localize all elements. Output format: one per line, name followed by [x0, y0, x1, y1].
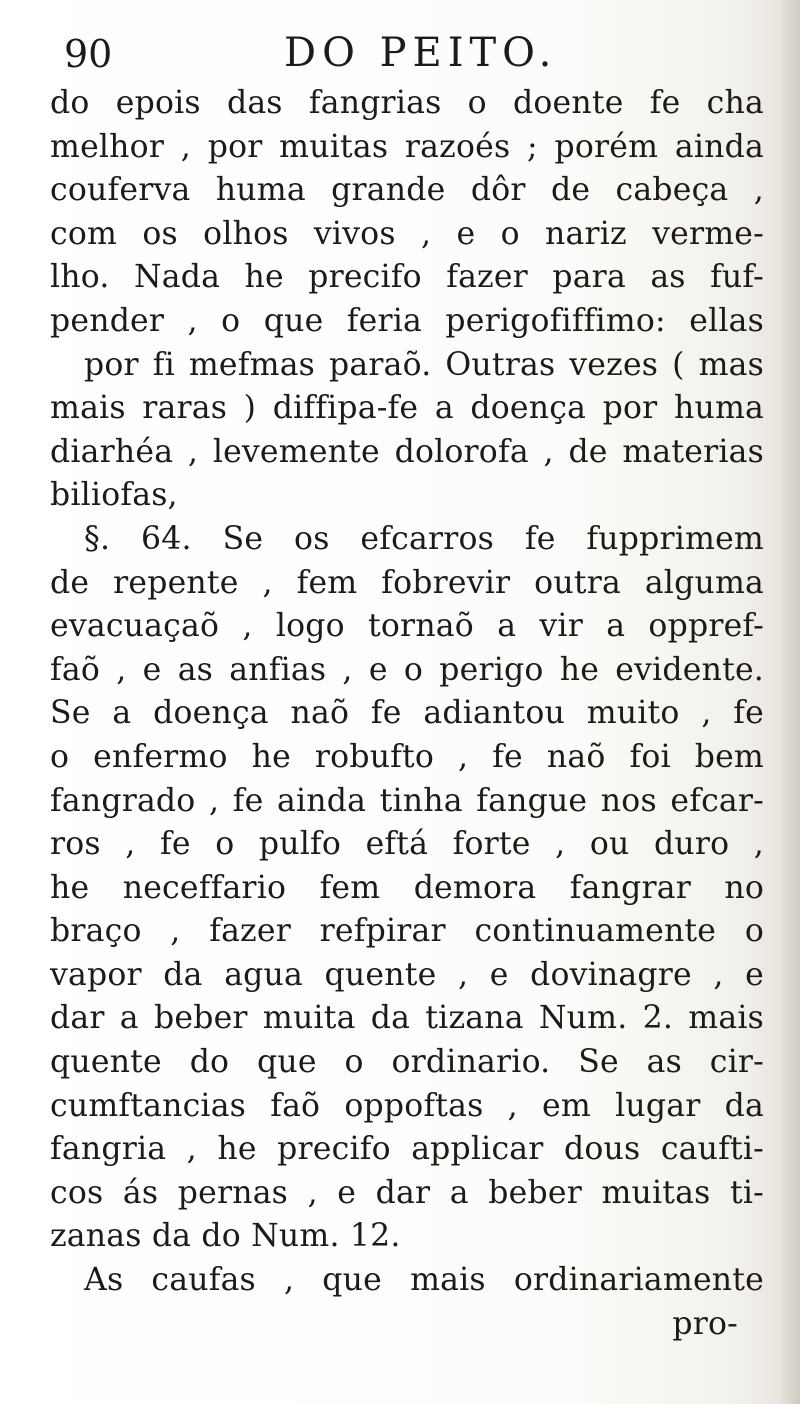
text-line: faõ , e as anfias , e o perigo he evidente. — [50, 651, 764, 688]
text-line: do epois das fangrias o doente fe cha — [50, 85, 764, 121]
text-line: pender , o que feria perigofiffimo: ellas — [50, 302, 764, 339]
text-line: vapor da agua quente , e dovinagre , e — [50, 956, 764, 993]
text-line: o enfermo he robufto , fe naõ foi bem — [50, 738, 764, 775]
body-text — [50, 82, 764, 1346]
text-line: cos ás pernas , e dar a beber muitas ti- — [50, 1174, 764, 1211]
text-line: biliofas, — [50, 477, 178, 514]
text-line: fangrado , fe ainda tinha fangue nos efcar- — [50, 782, 764, 819]
text-line: quente do que o ordinario. Se as cir- — [50, 1044, 764, 1081]
text-line: zanas da do Num. 12. — [50, 1218, 401, 1255]
text-line: Se a doença naõ fe adiantou muito , fe — [50, 695, 764, 732]
text-line: diarhéa , levemente dolorofa , de materias — [50, 433, 764, 470]
text-line: com os olhos vivos , e o nariz verme- — [50, 215, 764, 252]
text-line: lho. Nada he precifo fazer para as fuf- — [50, 259, 764, 296]
text-line: cumftancias faõ oppoftas , em lugar da — [50, 1087, 764, 1124]
text-line: de repente , fem fobrevir outra alguma — [50, 564, 764, 601]
text-line: ros , fe o pulfo eftá forte , ou duro , — [50, 826, 764, 863]
paragraph-start-line: As caufas , que mais ordinariamente — [84, 1262, 764, 1299]
catchword: pro- — [672, 1305, 738, 1342]
page-number: 90 — [64, 32, 113, 76]
text-line: por fi mefmas paraõ. Outras vezes ( mas — [84, 346, 764, 383]
text-line: dar a beber muita da tizana Num. 2. mais — [50, 1000, 764, 1037]
text-line: melhor , por muitas razoés ; porém ainda — [50, 128, 764, 165]
text-line: he neceffario fem demora fangrar no — [50, 869, 764, 906]
text-line: couferva huma grande dôr de cabeça , — [50, 172, 764, 209]
text-line: braço , fazer refpirar continuamente o — [50, 913, 764, 950]
page-edge-shadow — [778, 0, 800, 1404]
text-line: mais raras ) diffipa-fe a doença por huma — [50, 390, 764, 427]
paragraph-start-line: §. 64. Se os efcarros fe fupprimem — [84, 520, 764, 557]
text-line: fangria , he precifo applicar dous caufti- — [50, 1131, 764, 1168]
page-header — [64, 28, 764, 78]
running-head: DO PEITO. — [284, 30, 558, 76]
text-line: evacuaçaõ , logo tornaõ a vir a oppref- — [50, 608, 764, 645]
